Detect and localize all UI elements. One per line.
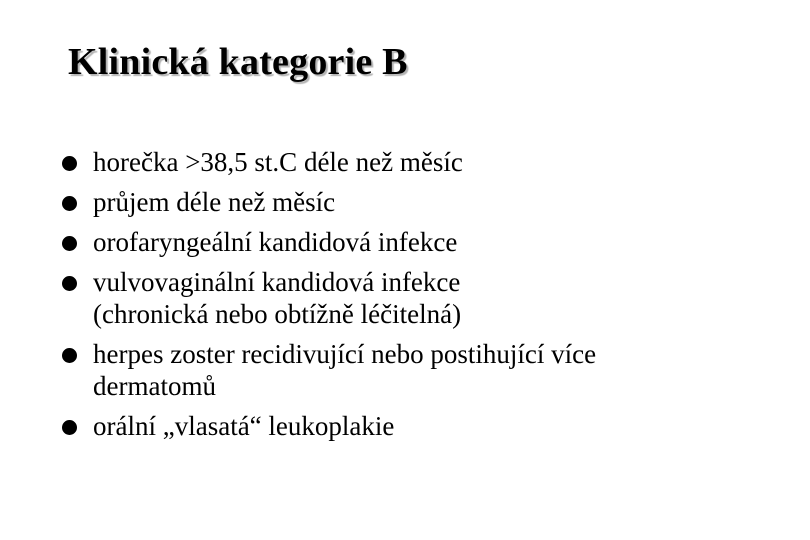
bullet-dot-icon <box>62 348 77 363</box>
list-item <box>60 224 800 260</box>
list-item <box>60 408 800 444</box>
bullet-text-continuation: (chronická nebo obtížně léčitelná) <box>93 299 462 329</box>
bullet-dot-icon <box>62 196 77 211</box>
bullet-dot-icon <box>62 420 77 435</box>
bullet-text: vulvovaginální kandidová infekce <box>93 267 461 297</box>
bullet-text: orofaryngeální kandidová infekce <box>93 227 458 257</box>
bullet-list <box>60 144 800 448</box>
bullet-dot-icon <box>62 236 77 251</box>
bullet-text: horečka >38,5 st.C déle než měsíc <box>93 147 463 177</box>
bullet-text: orální „vlasatá“ leukoplakie <box>93 411 395 441</box>
bullet-text-continuation: dermatomů <box>93 371 216 401</box>
list-item <box>60 264 800 332</box>
list-item <box>60 336 800 404</box>
bullet-dot-icon <box>62 276 77 291</box>
bullet-text: průjem déle než měsíc <box>93 187 336 217</box>
list-item <box>60 144 800 180</box>
slide-title: Klinická kategorie B <box>68 41 408 83</box>
bullet-dot-icon <box>62 156 77 171</box>
list-item <box>60 184 800 220</box>
bullet-text: herpes zoster recidivující nebo postihující více <box>93 339 597 369</box>
